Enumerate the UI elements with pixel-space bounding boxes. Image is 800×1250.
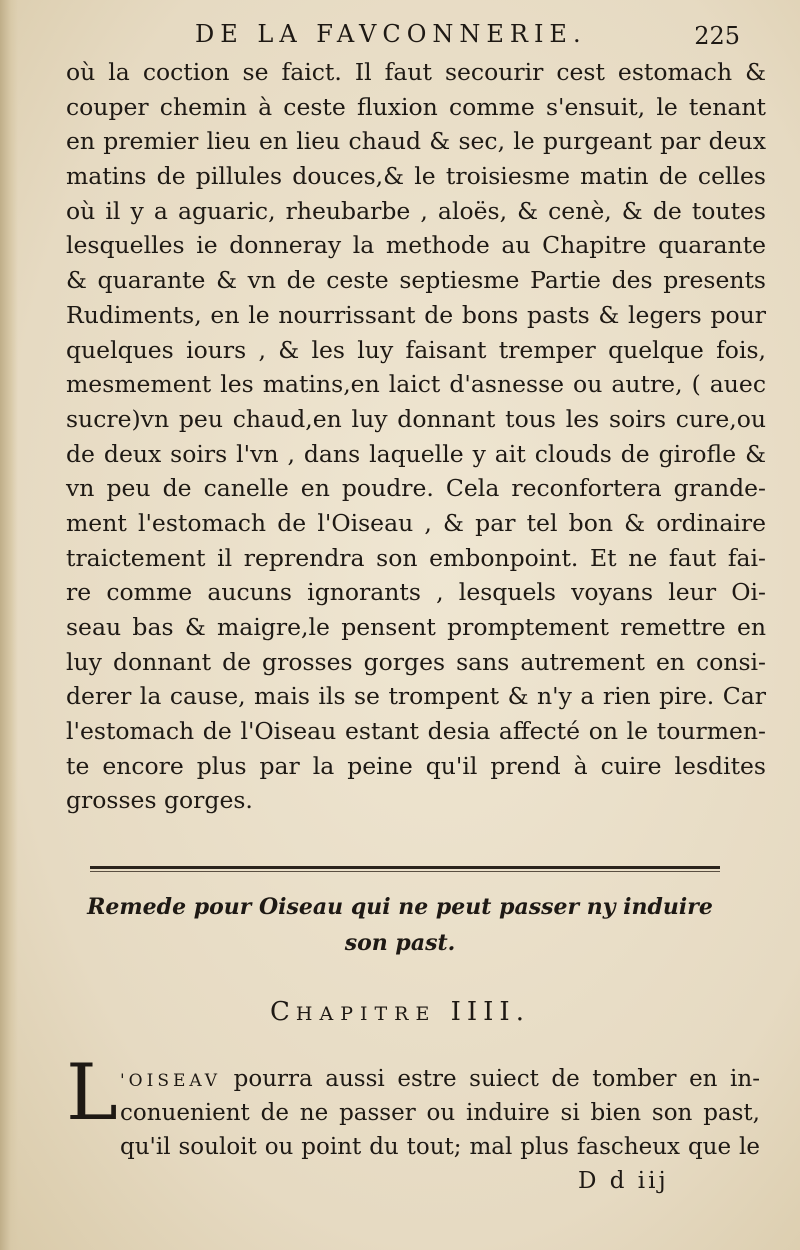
text-line: couper chemin à ceste fluxion comme s'ensuit, le tenant — [66, 92, 766, 121]
chapter-number: IIII. — [450, 997, 530, 1027]
text-line: où il y a aguaric, rheubarbe , aloës, & cenè, & de toutes — [66, 196, 766, 225]
text-line: derer la cause, mais ils se trompent & n'y a rien pire. Car — [66, 682, 766, 711]
text-line: lesquelles ie donneray la methode au Chapitre quarante — [66, 231, 766, 260]
text-line: luy donnant de grosses gorges sans autrement en consi- — [66, 647, 766, 676]
text-line: où la coction se faict. Il faut secourir cest estomach & — [66, 58, 766, 86]
text-line: seau bas & maigre,le pensent promptement remettre en — [66, 613, 766, 641]
text-line: re comme aucuns ignorants , lesquels voyans leur Oi- — [66, 578, 766, 607]
section-heading: Remede pour Oiseau qui ne peut passer ny induire — [87, 894, 713, 920]
signature-mark: D d iij — [578, 1168, 669, 1194]
page-gutter-shadow — [0, 0, 18, 1250]
running-head: DE LA FAVCONNERIE. — [195, 20, 587, 48]
section-heading-continued: son past. — [344, 930, 456, 956]
text-line: grosses gorges. — [66, 786, 253, 815]
text-line: qu'il souloit ou point du tout; mal plus fascheux que le — [120, 1134, 760, 1160]
text-line: conuenient de ne passer ou induire si bien son past, — [120, 1100, 760, 1126]
drop-cap: L — [66, 1048, 118, 1138]
text-line-rest: pourra aussi estre suiect de tomber en in- — [221, 1066, 760, 1092]
text-line: en premier lieu en lieu chaud & sec, le purgeant par deux — [66, 127, 766, 156]
body-text — [66, 55, 766, 818]
text-line: ment l'estomach de l'Oiseau , & par tel bon & ordinaire — [66, 508, 766, 537]
text-line: te encore plus par la peine qu'il prend à cuire lesdites — [66, 751, 766, 780]
text-line: Rudiments, en le nourrissant de bons pasts & legers pour — [66, 300, 766, 329]
text-line: matins de pillules douces,& le troisiesme matin de celles — [66, 162, 766, 191]
text-line: vn peu de canelle en poudre. Cela reconfortera grande- — [66, 474, 766, 503]
section-divider — [90, 866, 720, 869]
text-line: sucre)vn peu chaud,en luy donnant tous les soirs cure,ou — [66, 404, 766, 433]
text-line — [120, 1062, 760, 1096]
chapter-initial: C — [270, 997, 296, 1027]
page-number: 225 — [694, 22, 740, 50]
text-line: de deux soirs l'vn , dans laquelle y ait clouds de girofle & — [66, 439, 766, 468]
chapter-word: HAPITRE — [295, 1003, 437, 1025]
chapter-title — [0, 997, 800, 1027]
text-line: traictement il reprendra son embonpoint. Et ne faut fai- — [66, 543, 766, 572]
text-line: mesmement les matins,en laict d'asnesse ou autre, ( auec — [66, 370, 766, 399]
chapter-text — [120, 1062, 760, 1164]
text-line: l'estomach de l'Oiseau estant desia affecté on le tourmen- — [66, 717, 766, 746]
text-line: & quarante & vn de ceste septiesme Partie des presents — [66, 266, 766, 295]
small-caps-word: 'OISEAV — [120, 1071, 222, 1091]
text-line: quelques iours , & les luy faisant tremper quelque fois, — [66, 335, 766, 364]
section-divider-thin — [90, 871, 720, 872]
